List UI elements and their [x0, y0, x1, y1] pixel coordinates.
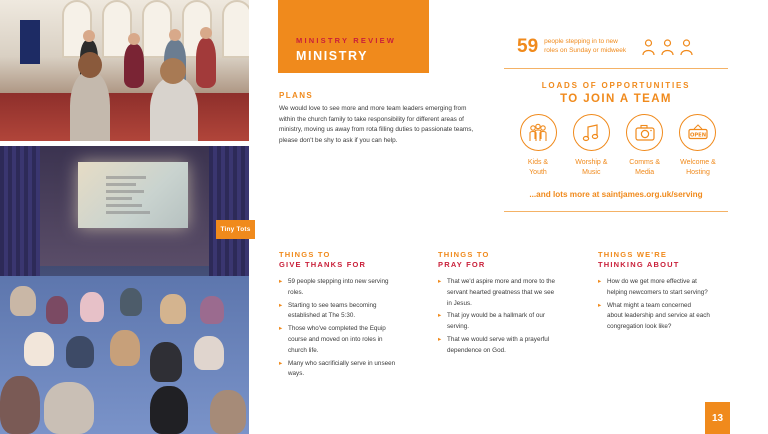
column-subheading: THINKING ABOUT [598, 260, 680, 269]
section-eyebrow: MINISTRY REVIEW [296, 36, 397, 45]
list-item: ▸ How do we get more effective at helping newcomers to start serving? [598, 277, 726, 299]
opportunities-eyebrow: LOADS OF OPPORTUNITIES [541, 81, 691, 90]
column-heading: THINGS WE'RE [598, 250, 668, 259]
music-note-icon [573, 114, 610, 151]
team-label: Welcome & Hosting [680, 159, 716, 176]
column-subheading: PRAY FOR [438, 260, 486, 269]
list-item: ▸ 59 people stepping into new serving roles. [279, 277, 407, 299]
person-icon [641, 39, 656, 56]
divider-line [504, 211, 728, 212]
column-heading: THINGS TO [279, 250, 331, 259]
stat-text [544, 38, 636, 55]
list-item: ▸ What might a team concerned about leadership and service at each congregation look like? [598, 301, 726, 333]
divider-line [504, 68, 728, 69]
svg-text:OPEN: OPEN [689, 131, 707, 138]
stat-number: 59 [517, 36, 539, 57]
team-welcome-hosting [672, 114, 724, 177]
team-kids-youth [512, 114, 564, 177]
page-title: MINISTRY [296, 49, 369, 63]
team-label: Kids & Youth [527, 159, 549, 176]
bullet-list [598, 277, 726, 333]
tiny-tots-photo [0, 146, 249, 434]
more-teams-link-line [504, 190, 728, 199]
person-icon [660, 39, 675, 56]
open-sign-icon [679, 114, 716, 151]
list-item: ▸ Starting to see teams becoming established at The 5:30. [279, 301, 407, 323]
plans-body: We would love to see more and more team leaders emerging from within the church family to take responsibility for different areas of ministry, moving us away from rota filling duties to passionate teams, please don't be shy to ask if you can help. [279, 105, 474, 145]
column-thinking-about [598, 250, 726, 335]
volunteer-stat [517, 36, 694, 58]
kids-icon [520, 114, 557, 151]
worship-band-photo [0, 0, 249, 141]
bullet-list [438, 277, 566, 357]
stat-text-line: roles on Sunday or midweek [544, 47, 627, 54]
stat-text-line: people stepping in to new [544, 38, 618, 46]
column-heading: THINGS TO [438, 250, 490, 259]
list-item: ▸ Those who've completed the Equip course and moved on into roles in church life. [279, 324, 407, 356]
team-label: Worship & Music [575, 159, 608, 176]
list-item: ▸ That we would serve with a prayerful dependence on God. [438, 335, 566, 357]
team-label: Comms & Media [629, 159, 661, 176]
section-title-block [278, 0, 429, 73]
plans-heading: PLANS [279, 91, 314, 100]
serving-link[interactable]: saintjames.org.uk/serving [601, 190, 703, 199]
team-list [512, 114, 724, 177]
list-item: ▸ That we'd aspire more and more to the servant hearted greatness that we see in Jesus. [438, 277, 566, 309]
team-comms-media [619, 114, 671, 177]
team-worship-music [565, 114, 617, 177]
page-number: 13 [705, 402, 730, 434]
column-subheading: GIVE THANKS FOR [279, 260, 367, 269]
opportunities-title: TO JOIN A TEAM [560, 93, 672, 105]
bullet-list [279, 277, 407, 380]
column-pray-for [438, 250, 566, 359]
people-group-icon [641, 39, 694, 56]
camera-icon [626, 114, 663, 151]
list-item: ▸ Many who sacrificially serve in unseen ways. [279, 359, 407, 381]
photo-caption-badge: Tiny Tots [216, 220, 255, 239]
more-prefix: ...and lots more at [529, 190, 602, 199]
column-give-thanks [279, 250, 407, 382]
person-icon [679, 39, 694, 56]
list-item: ▸ That joy would be a hallmark of our serving. [438, 311, 566, 333]
